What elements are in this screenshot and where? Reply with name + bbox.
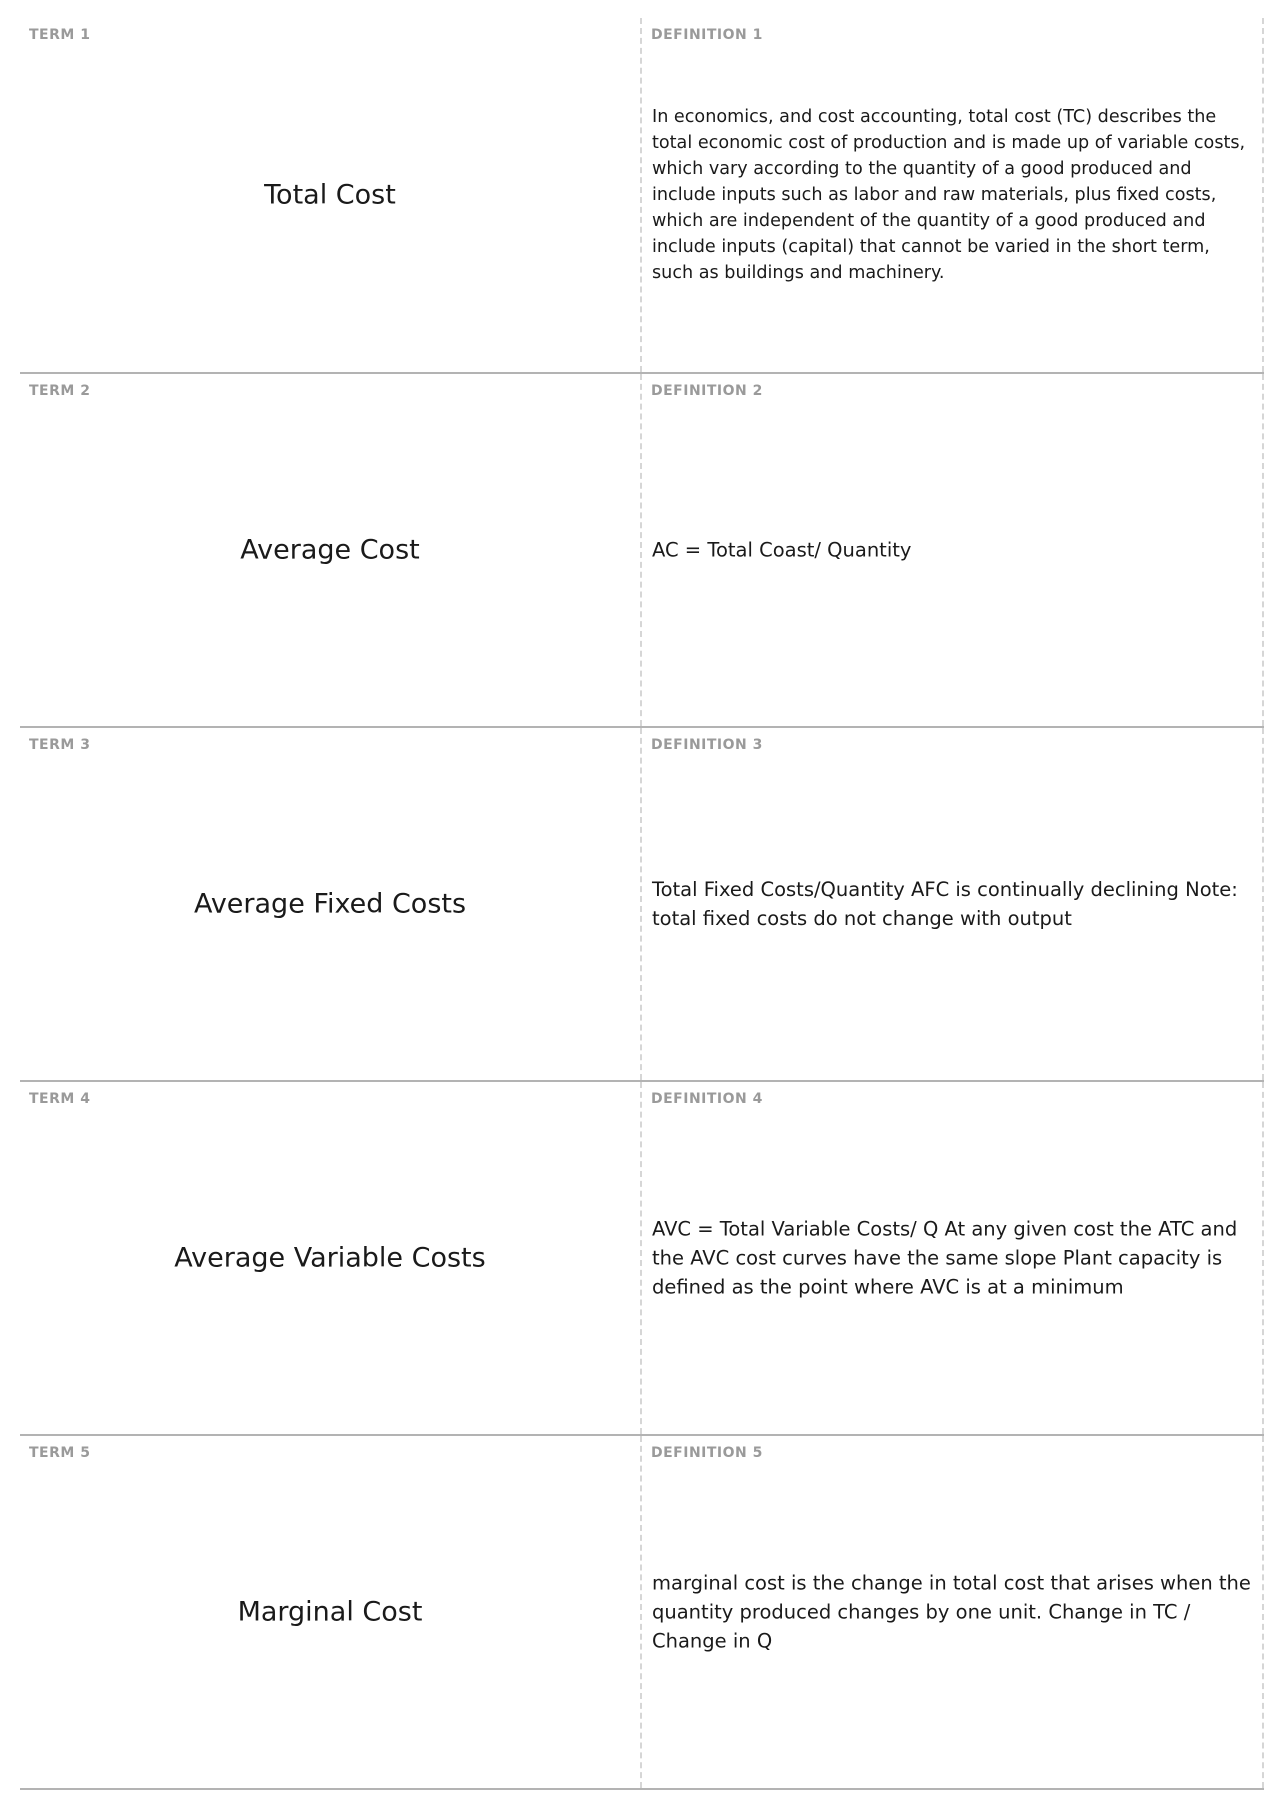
definition-number-label: DEFINITION 4 bbox=[651, 1091, 763, 1107]
definition-text: Total Fixed Costs/Quantity AFC is continually declining Note: total fixed costs do not change with output bbox=[652, 878, 1238, 930]
term-cell[interactable] bbox=[20, 374, 642, 726]
term-text: Average Cost bbox=[240, 534, 420, 566]
definition-cell[interactable] bbox=[642, 728, 1264, 1080]
definition-number-label: DEFINITION 1 bbox=[651, 27, 763, 43]
flashcard-row bbox=[20, 18, 1264, 374]
definition-number-label: DEFINITION 2 bbox=[651, 383, 763, 399]
term-text: Average Variable Costs bbox=[174, 1242, 486, 1274]
term-text: Total Cost bbox=[264, 179, 396, 211]
definition-cell[interactable] bbox=[642, 18, 1264, 372]
definition-cell[interactable] bbox=[642, 1082, 1264, 1434]
term-cell[interactable] bbox=[20, 1436, 642, 1788]
term-number-label: TERM 3 bbox=[29, 737, 91, 753]
term-cell[interactable] bbox=[20, 1082, 642, 1434]
flashcard-row bbox=[20, 374, 1264, 728]
term-text: Average Fixed Costs bbox=[193, 888, 467, 920]
term-number-label: TERM 4 bbox=[29, 1091, 91, 1107]
flashcard-sheet bbox=[20, 18, 1264, 1790]
flashcard-row bbox=[20, 728, 1264, 1082]
flashcard-row bbox=[20, 1436, 1264, 1790]
term-number-label: TERM 1 bbox=[29, 27, 91, 43]
term-number-label: TERM 2 bbox=[29, 383, 91, 399]
definition-text: marginal cost is the change in total cost that arises when the quantity produced changes by one unit. Change in TC / Change in Q bbox=[652, 1571, 1251, 1653]
definition-cell[interactable] bbox=[642, 374, 1264, 726]
flashcard-row bbox=[20, 1082, 1264, 1436]
definition-number-label: DEFINITION 5 bbox=[651, 1445, 763, 1461]
definition-text: AC = Total Coast/ Quantity bbox=[652, 538, 912, 562]
term-cell[interactable] bbox=[20, 18, 642, 372]
term-number-label: TERM 5 bbox=[29, 1445, 91, 1461]
definition-cell[interactable] bbox=[642, 1436, 1264, 1788]
definition-number-label: DEFINITION 3 bbox=[651, 737, 763, 753]
definition-text: In economics, and cost accounting, total cost (TC) describes the total economic cost of production and is made up of variable costs, which vary according to the quantity of a good produced and include inputs such as labor and raw materials, plus fixed costs, which are independent of the quantity of a good produced and include inputs (capital) that cannot be varied in the short term, such as buildings and machinery. bbox=[652, 107, 1246, 283]
definition-text: AVC = Total Variable Costs/ Q At any given cost the ATC and the AVC cost curves have the same slope Plant capacity is defined as the point where AVC is at a minimum bbox=[652, 1217, 1238, 1299]
term-cell[interactable] bbox=[20, 728, 642, 1080]
term-text: Marginal Cost bbox=[237, 1596, 423, 1628]
